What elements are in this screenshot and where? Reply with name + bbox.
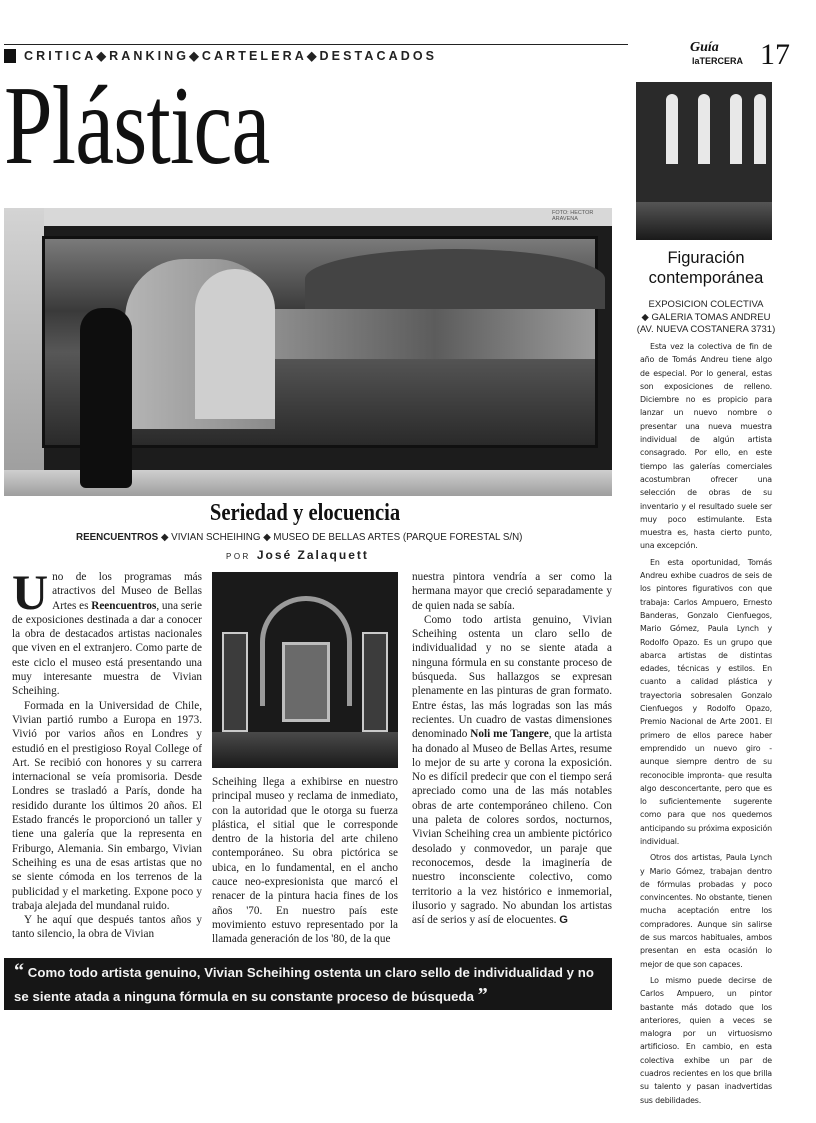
- open-quote-icon: “: [14, 960, 25, 982]
- article-paragraph: Scheihing llega a exhibirse en nuestro principal museo y reclama de inmediato, con la autoridad que le otorga su fuerza plástica, el sitial que le corresponde dentro de la historia del arte chileno contemporáneo. Su obra pictórica se ubica, en lo fundamental, en el ancho cauce neo-expresionista que marcó el renacer de la pintura hacia fines de los años '70. En nuestro país este movimiento estuvo representado por la llamada generación de los '80, de la que: [212, 776, 398, 946]
- article-paragraph: nuestra pintora vendría a ser como la hermana mayor que creció separadamente y de quien nada se sabía.: [412, 571, 612, 612]
- article-column-2: [212, 775, 398, 947]
- article-column-1: [12, 564, 202, 942]
- end-mark-icon: G: [559, 914, 568, 927]
- sidebar-paragraph: En esta oportunidad, Tomás Andreu exhibe cuadros de seis de los pintores figurativos con que trabaja: Carlos Ampuero, Ernesto Banderas, Gonzalo Cienfuegos, Mario Gómez, Paula Lynch y Rodolfo Opazo. Es un grupo que abarca artistas de distintas edades, técnicas y estilos. En cuanto a calidad plástica y trayectoria sobresalen Gonzalo Cienfuegos y Rodolfo Opazo, Premio Nacional de Arte 2001. El primero de ellos parece haber emprendido un nuevo giro -aunque siempre dentro de su reconocible impronta- que resulta algo desconcertante, pero que es lo suficientemente sugerente como para que nos quedemos anticipando su próxima exposición individual.: [640, 557, 772, 846]
- sidebar-exhibition-info: EXPOSICION COLECTIVA ◆ GALERIA TOMAS ANDREU (AV. NUEVA COSTANERA 3731): [636, 299, 776, 335]
- sidebar-body: [640, 340, 772, 1110]
- article-headline: Seriedad y elocuencia: [209, 500, 401, 526]
- sidebar-title: Figuración contemporánea: [648, 249, 764, 287]
- guide-label: Guía: [690, 40, 719, 55]
- sidebar-paragraph: Otros dos artistas, Paula Lynch y Mario Gómez, trabajan dentro de fórmulas probadas y poco convincentes. No obstante, tienen mucha aceptación entre los compradores. Aunque sin salirse de sus marcos habituales, ambos presentan en esta ocasión lo mejor de que son capaces.: [640, 853, 772, 969]
- article-byline: POR José Zalaquett: [226, 548, 369, 562]
- sidebar-paragraph: Lo mismo puede decirse de Carlos Ampuero, un pintor bastante más dotado que los anteriores, quien a veces se malogra por un virtuosismo artificioso. En cambio, en esta colectiva exhibe un par de cuadros recientes en los que brilla su talento y pasan inadvertidas sus debilidades.: [640, 975, 772, 1105]
- article-paragraph: Formada en la Universidad de Chile, Vivian partió rumbo a Europa en 1973. Vivió por varios años en Londres y estudió en el prestigioso Royal College of Art. Se recibió con honores y su carrera internacional se veía promisoria. Desde Londres se trasladó a París, donde ha residido durante los últimos 20 años. El Estado francés le proporcionó un taller y tiene una galería que la representa en Friburgo, Alemania. Sin embargo, Vivian Scheihing es una de esas artistas que no se siente cómoda en los terrenos de la publicidad y el marketing. Expone poco y trabaja alejada del mundanal ruido.: [12, 699, 202, 912]
- page-number: 17: [760, 38, 790, 71]
- gallery-photo: [212, 572, 398, 768]
- sidebar-paragraph: Esta vez la colectiva de fin de año de Tomás Andreu tiene algo de especial. Por lo general, estas son exposiciones de relleno. Diciembre no es propicio para lanzar un nuevo nombre o presentar una nueva muestra individual de algún artista consagrado. Por ello, en este tiempo las galerías comerciales acostumbran ofrecer una selección de obras de su inventario y el resultado suele ser muy poco estimulante. Esta muestra es, hasta cierto punto, una excepción.: [640, 342, 772, 551]
- close-quote-icon: ”: [477, 984, 488, 1006]
- article-column-3: [412, 570, 612, 927]
- visitor-silhouette: [80, 308, 132, 488]
- section-title: Plástica: [4, 64, 270, 188]
- author-name: José Zalaquett: [256, 548, 369, 562]
- publication-name: laTERCERA: [692, 56, 744, 66]
- photo-credit: FOTO: HECTOR ARAVENA: [552, 210, 594, 222]
- section-nav-bar: [4, 44, 628, 64]
- article-paragraph: Y he aquí que después tantos años y tanto silencio, la obra de Vivian: [12, 914, 202, 941]
- sidebar-photo: [636, 82, 772, 240]
- drop-cap: U: [12, 564, 49, 620]
- article-paragraph: Uno de los programas más atractivos del Museo de Bellas Artes es Reencuentros, una serie de exposiciones destinada a dar a conocer la obra de destacados artistas nacionales que viven en el extranjero. Como parte de este ciclo el museo está presentando una muy interesante muestra de Vivian Scheihing.: [12, 564, 202, 698]
- pull-quote: “ Como todo artista genuino, Vivian Scheihing ostenta un claro sello de individualidad y no se siente atada a ninguna fórmula en su constante proceso de búsqueda ”: [4, 958, 612, 1010]
- hero-photo: [4, 208, 612, 496]
- nav-square-icon: [4, 49, 16, 63]
- article-paragraph: Como todo artista genuino, Vivian Scheihing ostenta un claro sello de individualidad y no se siente atada a ninguna fórmula en su constante proceso de búsqueda. Sus hallazgos se expresan plenamente en las pinturas de gran formato. Entre éstas, las más logradas son las más recientes. Un cuadro de vastas dimensiones denominado Noli me Tangere, que la artista ha donado al Museo de Bellas Artes, resume lo mejor de su arte y corona la exposición. No es difícil predecir que con el tiempo será apreciado como una de las más notables obras de arte contemporáneo chileno. Con una paleta de colores sordos, nocturnos, Vivian Scheihing crea un ambiente pictórico desolado y conmovedor, un paraje que reconocemos, desde la imaginería de nuestro inconsciente colectivo, como territorio a la vez histórico e inmemorial, ilusorio y sagrado. No abundan los artistas así de serios y así de elocuentes. G: [412, 613, 612, 927]
- article-kicker: REENCUENTROS ◆ VIVIAN SCHEIHING ◆ MUSEO DE BELLAS ARTES (PARQUE FORESTAL S/N): [76, 532, 523, 543]
- section-categories: CRITICA◆RANKING◆CARTELERA◆DESTACADOS: [24, 49, 438, 63]
